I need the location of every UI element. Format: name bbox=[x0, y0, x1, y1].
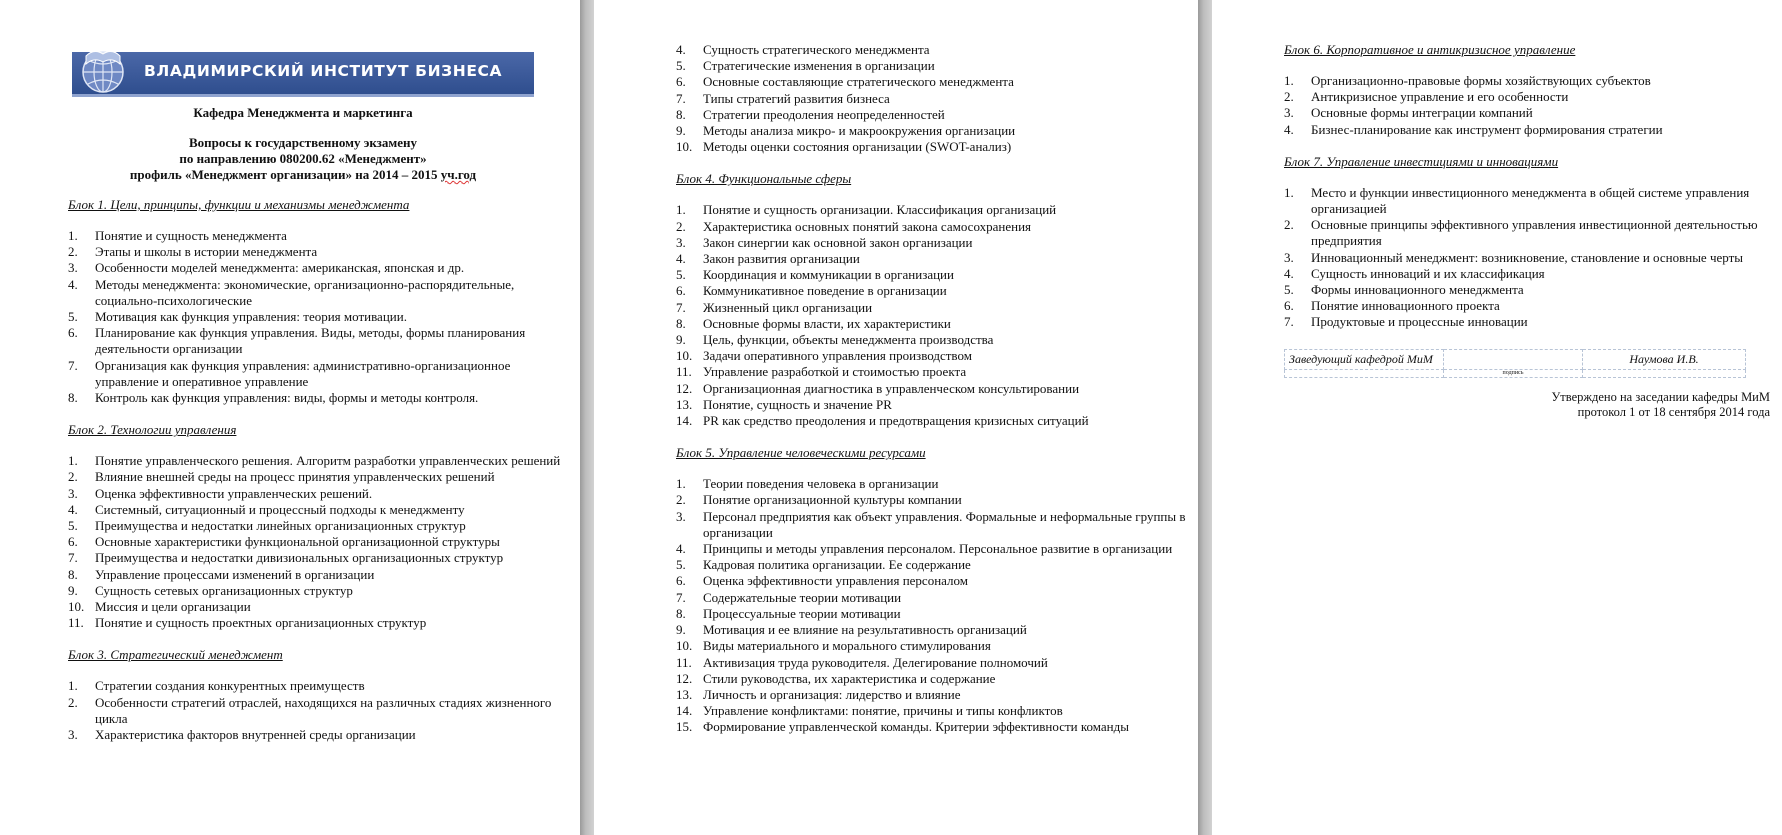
question-number: 1. bbox=[68, 453, 78, 469]
question-number: 8. bbox=[676, 605, 686, 621]
question-text: Мотивация как функция управления: теория мотивации. bbox=[95, 309, 407, 325]
question-number: 7. bbox=[676, 299, 686, 315]
question-number: 5. bbox=[676, 557, 686, 573]
question-item bbox=[676, 557, 1188, 573]
block-4-questions bbox=[676, 202, 1188, 429]
question-text: Задачи оперативного управления производством bbox=[703, 348, 972, 364]
question-text: Понятие инновационного проекта bbox=[1311, 298, 1500, 314]
question-item bbox=[676, 202, 1188, 218]
question-number: 2. bbox=[1284, 217, 1294, 233]
question-number: 10. bbox=[676, 348, 693, 364]
question-item bbox=[68, 678, 568, 694]
question-number: 1. bbox=[68, 678, 78, 694]
question-number: 10. bbox=[676, 139, 693, 155]
question-text: Методы оценки состояния организации (SWOT-анализ) bbox=[703, 139, 1012, 155]
exam-title-line-3-main: профиль «Менеджмент организации» на 2014 – 2015 bbox=[129, 167, 441, 182]
question-text: Управление разработкой и стоимостью проекта bbox=[703, 364, 967, 380]
question-item bbox=[68, 695, 568, 727]
question-number: 15. bbox=[676, 719, 693, 735]
question-text: Характеристика факторов внутренней среды организации bbox=[95, 727, 416, 743]
document-page-2 bbox=[594, 0, 1198, 835]
question-item bbox=[68, 390, 568, 406]
question-item bbox=[676, 58, 1188, 74]
question-number: 9. bbox=[676, 622, 686, 638]
exam-title-line-1: Вопросы к государственному экзамену bbox=[188, 135, 418, 150]
question-number: 3. bbox=[68, 260, 78, 276]
question-number: 4. bbox=[1284, 121, 1294, 137]
question-number: 2. bbox=[676, 218, 686, 234]
question-text: Антикризисное управление и его особенности bbox=[1311, 89, 1569, 105]
question-item bbox=[676, 267, 1188, 283]
exam-title-line-3 bbox=[68, 167, 538, 183]
question-text: Особенности стратегий отраслей, находящихся на различных стадиях жизненного цикла bbox=[95, 694, 552, 726]
question-item bbox=[676, 107, 1188, 123]
question-text: Бизнес-планирование как инструмент формирования стратегии bbox=[1311, 121, 1663, 137]
signature-empty-right bbox=[1583, 369, 1746, 377]
question-text: Организационная диагностика в управленческом консультировании bbox=[703, 380, 1080, 396]
question-item bbox=[68, 727, 568, 743]
question-text: Организация как функция управления: административно-организационное управление и оперативное управление bbox=[95, 357, 511, 389]
block-7-questions bbox=[1284, 185, 1772, 331]
question-text: Продуктовые и процессные инновации bbox=[1311, 314, 1528, 330]
question-item bbox=[676, 687, 1188, 703]
question-item bbox=[676, 42, 1188, 58]
question-item bbox=[1284, 314, 1772, 330]
question-text: Характеристика основных понятий закона самосохранения bbox=[703, 218, 1032, 234]
question-text: Стратегии создания конкурентных преимуществ bbox=[95, 678, 365, 694]
question-item bbox=[1284, 298, 1772, 314]
question-number: 10. bbox=[68, 599, 85, 615]
question-number: 13. bbox=[676, 396, 693, 412]
question-number: 13. bbox=[676, 686, 693, 702]
approval-note bbox=[1284, 390, 1770, 420]
block-3-questions-continued bbox=[676, 42, 1188, 155]
question-number: 6. bbox=[676, 74, 686, 90]
question-item bbox=[1284, 122, 1772, 138]
question-text: Стратегические изменения в организации bbox=[703, 58, 935, 74]
question-item bbox=[676, 74, 1188, 90]
question-text: Понятие и сущность проектных организационных структур bbox=[95, 615, 427, 631]
question-number: 12. bbox=[676, 670, 693, 686]
approval-line-1: Утверждено на заседании кафедры МиМ bbox=[1551, 389, 1770, 404]
exam-title-year-abbr: уч.год bbox=[440, 167, 477, 182]
question-number: 2. bbox=[68, 694, 78, 710]
question-item bbox=[68, 583, 568, 599]
block-6-title: Блок 6. Корпоративное и антикризисное управление bbox=[1284, 42, 1576, 57]
question-item bbox=[676, 235, 1188, 251]
question-item bbox=[68, 244, 568, 260]
question-item bbox=[68, 325, 568, 357]
question-number: 4. bbox=[1284, 265, 1294, 281]
question-item bbox=[676, 655, 1188, 671]
question-number: 12. bbox=[676, 380, 693, 396]
question-text: Особенности моделей менеджмента: американская, японская и др. bbox=[95, 260, 465, 276]
signature-field bbox=[1444, 349, 1583, 369]
question-text: Управление конфликтами: понятие, причины и типы конфликтов bbox=[703, 703, 1063, 719]
question-text: Процессуальные теории мотивации bbox=[703, 605, 901, 621]
question-number: 5. bbox=[676, 58, 686, 74]
question-number: 7. bbox=[1284, 314, 1294, 330]
question-text: Содержательные теории мотивации bbox=[703, 589, 902, 605]
question-item bbox=[68, 358, 568, 390]
question-text: Кадровая политика организации. Ее содержание bbox=[703, 557, 971, 573]
question-number: 9. bbox=[676, 123, 686, 139]
question-text: Понятие управленческого решения. Алгоритм разработки управленческих решений bbox=[95, 453, 561, 469]
question-text: Оценка эффективности управления персоналом bbox=[703, 573, 969, 589]
question-text: Координация и коммуникации в организации bbox=[703, 267, 954, 283]
question-item bbox=[68, 486, 568, 502]
question-text: Влияние внешней среды на процесс принятия управленческих решений bbox=[95, 469, 495, 485]
question-number: 1. bbox=[676, 202, 686, 218]
question-text: Понятие организационной культуры компании bbox=[703, 492, 962, 508]
question-text: Цель, функции, объекты менеджмента производства bbox=[703, 332, 994, 348]
question-number: 8. bbox=[676, 315, 686, 331]
question-text: Коммуникативное поведение в организации bbox=[703, 283, 947, 299]
question-number: 1. bbox=[68, 228, 78, 243]
question-text: Методы анализа микро- и макроокружения организации bbox=[703, 123, 1016, 139]
question-number: 3. bbox=[1284, 105, 1294, 121]
question-item bbox=[676, 492, 1188, 508]
question-number: 11. bbox=[676, 364, 692, 380]
question-number: 2. bbox=[1284, 89, 1294, 105]
question-text: Понятие и сущность менеджмента bbox=[95, 228, 287, 243]
question-text: Сущность стратегического менеджмента bbox=[703, 42, 930, 57]
question-text: Миссия и цели организации bbox=[95, 599, 251, 615]
question-item bbox=[676, 219, 1188, 235]
exam-title-line-2: по направлению 080200.62 «Менеджмент» bbox=[179, 151, 427, 166]
question-number: 4. bbox=[68, 501, 78, 517]
question-item bbox=[676, 719, 1188, 735]
question-number: 8. bbox=[68, 390, 78, 406]
question-item bbox=[676, 332, 1188, 348]
block-2-questions bbox=[68, 453, 568, 631]
question-item bbox=[68, 469, 568, 485]
question-item bbox=[68, 277, 568, 309]
question-number: 14. bbox=[676, 413, 693, 429]
question-text: Основные формы интеграции компаний bbox=[1311, 105, 1533, 121]
question-text: Активизация труда руководителя. Делегирование полномочий bbox=[703, 654, 1048, 670]
question-item bbox=[676, 622, 1188, 638]
block-3-title: Блок 3. Стратегический менеджмент bbox=[68, 647, 283, 663]
question-number: 3. bbox=[676, 234, 686, 250]
question-item bbox=[676, 316, 1188, 332]
question-text: Основные характеристики функциональной организационной структуры bbox=[95, 534, 500, 550]
question-number: 10. bbox=[676, 638, 693, 654]
question-item bbox=[68, 260, 568, 276]
question-number: 3. bbox=[68, 727, 78, 743]
question-item bbox=[676, 91, 1188, 107]
question-text: Личность и организация: лидерство и влияние bbox=[703, 686, 961, 702]
question-text: Закон синергии как основной закон организации bbox=[703, 234, 973, 250]
block-7-title: Блок 7. Управление инвестициями и инновациями bbox=[1284, 153, 1559, 169]
block-5-questions bbox=[676, 476, 1188, 735]
logo-text: ВЛАДИМИРСКИЙ ИНСТИТУТ БИЗНЕСА bbox=[144, 62, 503, 80]
question-item bbox=[1284, 217, 1772, 249]
question-item bbox=[68, 502, 568, 518]
question-item bbox=[676, 606, 1188, 622]
signature-role: Заведующий кафедрой МиМ bbox=[1285, 349, 1444, 369]
question-number: 1. bbox=[676, 476, 686, 492]
question-text: Основные составляющие стратегического менеджмента bbox=[703, 74, 1014, 90]
document-page-1 bbox=[0, 0, 580, 835]
question-number: 7. bbox=[68, 550, 78, 566]
question-number: 11. bbox=[676, 654, 692, 670]
question-item bbox=[676, 123, 1188, 139]
question-item bbox=[1284, 250, 1772, 266]
question-item bbox=[676, 139, 1188, 155]
question-text: Стратегии преодоления неопределенностей bbox=[703, 106, 945, 122]
question-text: Контроль как функция управления: виды, формы и методы контроля. bbox=[95, 390, 479, 406]
question-number: 5. bbox=[68, 309, 78, 325]
question-text: Понятие и сущность организации. Классификация организаций bbox=[703, 202, 1057, 218]
question-number: 2. bbox=[676, 492, 686, 508]
question-text: Типы стратегий развития бизнеса bbox=[703, 90, 890, 106]
question-item bbox=[1284, 266, 1772, 282]
globe-book-icon bbox=[80, 44, 126, 96]
question-item bbox=[676, 413, 1188, 429]
question-item bbox=[1284, 185, 1772, 217]
question-number: 5. bbox=[676, 267, 686, 283]
question-number: 3. bbox=[676, 508, 686, 524]
question-number: 6. bbox=[68, 325, 78, 341]
question-text: Управление процессами изменений в организации bbox=[95, 566, 375, 582]
question-text: Теории поведения человека в организации bbox=[703, 476, 939, 492]
question-text: Понятие, сущность и значение PR bbox=[703, 396, 892, 412]
question-number: 7. bbox=[68, 357, 78, 373]
question-text: Преимущества и недостатки линейных организационных структур bbox=[95, 518, 466, 534]
question-number: 6. bbox=[676, 573, 686, 589]
block-6-questions bbox=[1284, 73, 1772, 138]
document-page-3 bbox=[1212, 0, 1782, 835]
question-text: Системный, ситуационный и процессный подходы к менеджменту bbox=[95, 501, 465, 517]
exam-title bbox=[68, 135, 538, 183]
block-3-questions bbox=[68, 678, 568, 743]
question-item bbox=[676, 703, 1188, 719]
question-item bbox=[68, 599, 568, 615]
institute-logo bbox=[72, 52, 534, 97]
question-text: Этапы и школы в истории менеджмента bbox=[95, 244, 318, 260]
question-number: 2. bbox=[68, 469, 78, 485]
question-number: 6. bbox=[1284, 298, 1294, 314]
question-item bbox=[676, 397, 1188, 413]
question-item bbox=[676, 283, 1188, 299]
question-item bbox=[68, 518, 568, 534]
question-item bbox=[68, 228, 568, 244]
block-2-title: Блок 2. Технологии управления bbox=[68, 422, 237, 438]
question-number: 8. bbox=[68, 566, 78, 582]
question-item bbox=[676, 364, 1188, 380]
question-item bbox=[676, 509, 1188, 541]
question-text: Персонал предприятия как объект управления. Формальные и неформальные группы в организации bbox=[703, 508, 1186, 540]
block-1-title: Блок 1. Цели, принципы, функции и механизмы менеджмента bbox=[68, 197, 410, 212]
department-name: Кафедра Менеджмента и маркетинга bbox=[193, 105, 413, 120]
question-text: Формы инновационного менеджмента bbox=[1311, 282, 1524, 298]
question-text: Формирование управленческой команды. Критерии эффективности команды bbox=[703, 719, 1129, 735]
question-number: 3. bbox=[68, 485, 78, 501]
question-text: Основные формы власти, их характеристики bbox=[703, 315, 951, 331]
question-number: 2. bbox=[68, 244, 78, 260]
question-item bbox=[676, 348, 1188, 364]
question-number: 11. bbox=[68, 615, 84, 631]
question-number: 6. bbox=[676, 283, 686, 299]
question-number: 4. bbox=[676, 541, 686, 557]
question-text: Методы менеджмента: экономические, организационно-распорядительные, социально-психологические bbox=[95, 276, 515, 308]
question-item bbox=[676, 638, 1188, 654]
question-item bbox=[68, 615, 568, 631]
question-item bbox=[68, 309, 568, 325]
question-item bbox=[68, 534, 568, 550]
question-text: Преимущества и недостатки дивизиональных организационных структур bbox=[95, 550, 504, 566]
question-text: Виды материального и морального стимулирования bbox=[703, 638, 991, 654]
signature-empty-left bbox=[1285, 369, 1444, 377]
question-item bbox=[1284, 282, 1772, 298]
page-gap-2 bbox=[1198, 0, 1212, 835]
question-text: Сущность инноваций и их классификация bbox=[1311, 265, 1545, 281]
question-number: 8. bbox=[676, 106, 686, 122]
question-text: Принципы и методы управления персоналом. Персональное развитие в организации bbox=[703, 541, 1173, 557]
question-item bbox=[676, 381, 1188, 397]
question-number: 1. bbox=[1284, 73, 1294, 88]
question-item bbox=[1284, 89, 1772, 105]
question-number: 4. bbox=[676, 251, 686, 267]
question-item bbox=[68, 550, 568, 566]
block-4-title: Блок 4. Функциональные сферы bbox=[676, 171, 852, 187]
question-text: Жизненный цикл организации bbox=[703, 299, 873, 315]
question-number: 4. bbox=[68, 276, 78, 292]
question-number: 5. bbox=[1284, 282, 1294, 298]
question-number: 9. bbox=[68, 582, 78, 598]
question-number: 7. bbox=[676, 589, 686, 605]
question-item bbox=[676, 476, 1188, 492]
page-gap-1 bbox=[580, 0, 594, 835]
block-5-title: Блок 5. Управление человеческими ресурсами bbox=[676, 445, 926, 461]
question-item bbox=[676, 573, 1188, 589]
question-text: Закон развития организации bbox=[703, 251, 860, 267]
question-text: Оценка эффективности управленческих решений. bbox=[95, 485, 373, 501]
question-number: 7. bbox=[676, 90, 686, 106]
question-number: 3. bbox=[1284, 249, 1294, 265]
question-number: 14. bbox=[676, 703, 693, 719]
question-text: Планирование как функция управления. Виды, методы, формы планирования деятельности организации bbox=[95, 325, 526, 357]
question-item bbox=[676, 541, 1188, 557]
signature-name: Наумова И.В. bbox=[1583, 349, 1746, 369]
question-number: 6. bbox=[68, 534, 78, 550]
question-text: PR как средство преодоления и предотвращения кризисных ситуаций bbox=[703, 413, 1089, 429]
signature-table bbox=[1284, 349, 1746, 378]
question-text: Стили руководства, их характеристика и содержание bbox=[703, 670, 996, 686]
question-text: Инновационный менеджмент: возникновение, становление и основные черты bbox=[1311, 249, 1743, 265]
question-text: Сущность сетевых организационных структур bbox=[95, 582, 353, 598]
question-item bbox=[68, 567, 568, 583]
question-item bbox=[676, 590, 1188, 606]
question-item bbox=[676, 251, 1188, 267]
question-item bbox=[1284, 73, 1772, 89]
question-text: Мотивация и ее влияние на результативность организаций bbox=[703, 622, 1027, 638]
approval-line-2: протокол 1 от 18 сентября 2014 года bbox=[1577, 404, 1770, 419]
question-item bbox=[1284, 105, 1772, 121]
question-text: Организационно-правовые формы хозяйствующих субъектов bbox=[1311, 73, 1651, 88]
question-item bbox=[676, 671, 1188, 687]
question-number: 1. bbox=[1284, 184, 1294, 200]
question-number: 5. bbox=[68, 518, 78, 534]
block-1-questions bbox=[68, 228, 568, 406]
question-text: Основные принципы эффективного управления инвестиционной деятельностью предприятия bbox=[1311, 217, 1758, 249]
signature-caption: подпись bbox=[1444, 369, 1583, 377]
question-item bbox=[676, 300, 1188, 316]
question-item bbox=[68, 453, 568, 469]
question-text: Место и функции инвестиционного менеджмента в общей системе управления организацией bbox=[1311, 184, 1750, 217]
question-number: 9. bbox=[676, 332, 686, 348]
question-number: 4. bbox=[676, 42, 686, 57]
